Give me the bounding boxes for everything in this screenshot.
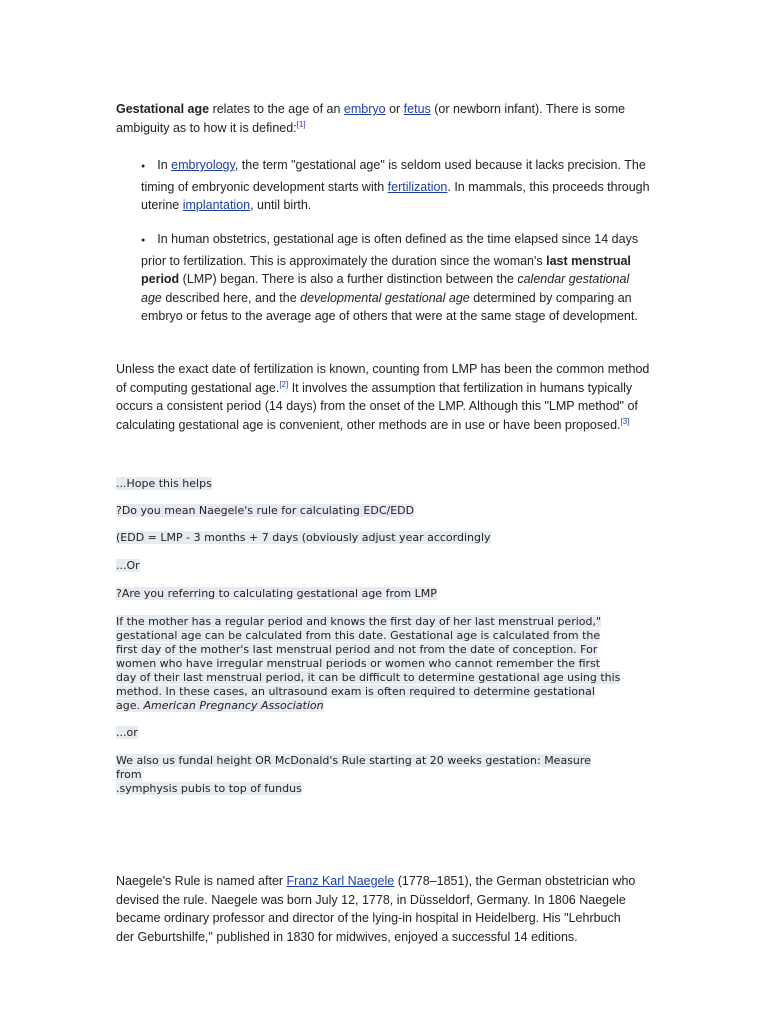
formula-text: (EDD = LMP - 3 months + 7 days (obviously adjust year accordingly	[116, 531, 491, 544]
lmp-method-paragraph	[116, 360, 656, 434]
bullet-text: In human obstetrics, gestational age is often defined as the time elapsed since 14 days prior to fertilization. This is approximately the duration since the woman's	[141, 232, 639, 268]
hope-line	[116, 477, 212, 491]
question-text: ?Do you mean Naegele's rule for calculating EDC/EDD	[116, 504, 415, 517]
quote-line: age. American Pregnancy Association	[116, 699, 324, 712]
list-item-embryology	[141, 156, 651, 215]
paragraph-text: Naegele's Rule is named after	[116, 874, 287, 888]
intro-paragraph	[116, 100, 656, 137]
citation-3[interactable]: [3]	[620, 416, 630, 426]
fundal-line: from	[116, 768, 142, 781]
bullet-text: , until birth.	[250, 198, 312, 212]
or-text: ...or	[116, 726, 138, 739]
quote-line: first day of the mother's last menstrual period and not from the date of conception. For	[116, 643, 598, 656]
intro-text: (or newborn infant). There is some ambiguity as to how it is defined:	[116, 102, 626, 135]
quote-line: If the mother has a regular period and knows the first day of her last menstrual period,"	[116, 615, 602, 628]
quote-line: day of their last menstrual period, it can be difficult to determine gestational age using this	[116, 671, 621, 684]
fundal-line: We also us fundal height OR McDonald's Rule starting at 20 weeks gestation: Measure	[116, 754, 591, 767]
naegele-paragraph	[116, 872, 636, 946]
or-text: ...Or	[116, 559, 140, 572]
term-calendar-gestational-age: calendar gestational age	[141, 272, 630, 305]
hope-text: ...Hope this helps	[116, 477, 212, 490]
term-gestational-age: Gestational age	[116, 102, 210, 116]
quote-line: gestational age can be calculated from this date. Gestational age is calculated from the	[116, 629, 601, 642]
quote-source: American Pregnancy Association	[143, 699, 324, 712]
link-implantation[interactable]: implantation	[182, 198, 251, 212]
link-embryology[interactable]: embryology	[171, 158, 235, 172]
bullet-text: . In mammals, this proceeds through uterine	[141, 179, 650, 212]
bullet-text: (LMP) began. There is also a further distinction between the	[179, 272, 518, 286]
or-line	[116, 559, 140, 573]
paragraph-text: (1778–1851), the German obstetrician who devised the rule. Naegele was born July 12, 1778, in Düsseldorf, Germany. In 1806 Naegele became ordinary professor and director of the lying-in hospital in Heidelberg. His "Lehrbuch der Geburtshilfe," published in 1830 for midwives, enjoyed a successful 14 editions.	[116, 874, 636, 944]
question-naegele	[116, 504, 414, 518]
intro-text: or	[385, 102, 404, 116]
bullet-text: In	[157, 158, 172, 172]
link-franz-karl-naegele[interactable]: Franz Karl Naegele	[286, 874, 395, 888]
or-line-2	[116, 726, 138, 740]
intro-text: relates to the age of an	[209, 102, 344, 116]
quote-block	[116, 615, 656, 713]
question-text: ?Are you referring to calculating gestational age from LMP	[116, 587, 437, 600]
question-lmp	[116, 587, 437, 601]
quote-line: method. In these cases, an ultrasound exam is often required to determine gestational	[116, 685, 595, 698]
bullet-text: determined by comparing an embryo or fetus to the average age of others that were at the same stage of development.	[141, 290, 638, 323]
link-embryo[interactable]: embryo	[343, 102, 386, 116]
link-fetus[interactable]: fetus	[403, 102, 431, 116]
quote-line: women who have irregular menstrual periods or women who cannot remember the first	[116, 657, 601, 670]
bullet-icon: ●	[141, 163, 146, 170]
paragraph-text: Unless the exact date of fertilization is known, counting from LMP has been the common method of computing gestational age.	[116, 362, 650, 395]
bullet-icon: ●	[141, 237, 146, 244]
citation-2[interactable]: [2]	[279, 379, 289, 389]
bullet-text: , the term "gestational age" is seldom used because it lacks precision. The timing of embryonic development starts with	[141, 158, 646, 194]
fundal-height-block	[116, 754, 656, 796]
edd-formula	[116, 531, 491, 545]
bullet-text: described here, and the	[161, 290, 301, 305]
list-item-obstetrics	[141, 230, 651, 326]
term-developmental-gestational-age: developmental gestational age	[300, 290, 470, 305]
paragraph-text: It involves the assumption that fertilization in humans typically occurs a consistent period (14 days) from the onset of the LMP. Although this "LMP method" of calculating gestational age is convenient, other methods are in use or have been proposed.	[116, 380, 638, 432]
fundal-line: .symphysis pubis to top of fundus	[116, 782, 302, 795]
term-last-menstrual-period: last menstrual period	[141, 253, 631, 286]
link-fertilization[interactable]: fertilization	[387, 179, 448, 194]
citation-1[interactable]: [1]	[296, 119, 306, 129]
